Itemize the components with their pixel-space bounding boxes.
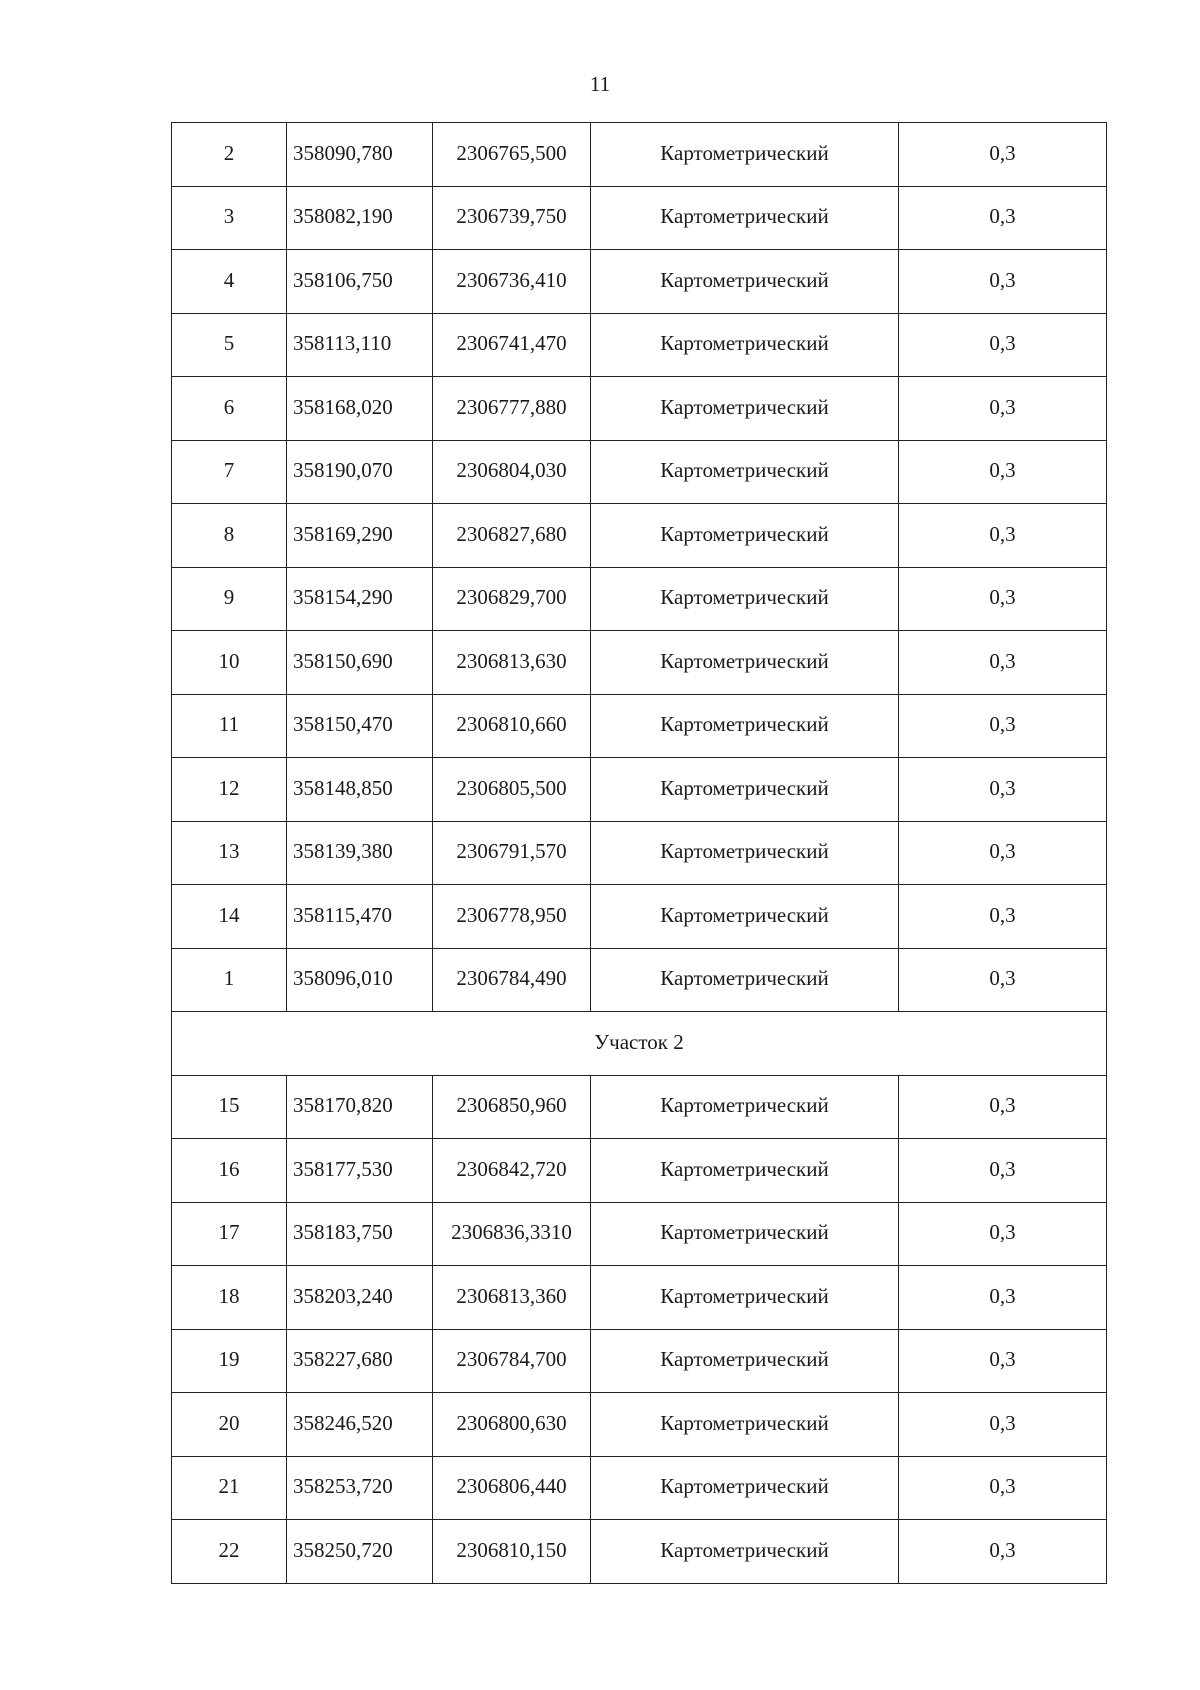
method-cell: Картометрический: [591, 567, 899, 631]
point-number-cell: 9: [172, 567, 287, 631]
coordinate-y-cell: 2306736,410: [433, 250, 591, 314]
point-number-cell: 14: [172, 885, 287, 949]
accuracy-cell: 0,3: [899, 1202, 1107, 1266]
coordinate-y-cell: 2306836,3310: [433, 1202, 591, 1266]
method-cell: Картометрический: [591, 313, 899, 377]
accuracy-cell: 0,3: [899, 313, 1107, 377]
table-row: [172, 1075, 1107, 1139]
method-cell: Картометрический: [591, 440, 899, 504]
accuracy-cell: 0,3: [899, 821, 1107, 885]
coordinate-x-cell: 358148,850: [287, 758, 433, 822]
coordinate-y-cell: 2306829,700: [433, 567, 591, 631]
accuracy-cell: 0,3: [899, 377, 1107, 441]
point-number-cell: 19: [172, 1329, 287, 1393]
coordinate-y-cell: 2306806,440: [433, 1456, 591, 1520]
coordinate-y-cell: 2306784,700: [433, 1329, 591, 1393]
coordinate-x-cell: 358096,010: [287, 948, 433, 1012]
table-row: [172, 631, 1107, 695]
method-cell: Картометрический: [591, 123, 899, 187]
coordinate-x-cell: 358150,470: [287, 694, 433, 758]
table-row: [172, 821, 1107, 885]
coordinate-y-cell: 2306827,680: [433, 504, 591, 568]
table-row: [172, 186, 1107, 250]
table-row: [172, 1139, 1107, 1203]
point-number-cell: 3: [172, 186, 287, 250]
point-number-cell: 1: [172, 948, 287, 1012]
table-row: [172, 694, 1107, 758]
point-number-cell: 21: [172, 1456, 287, 1520]
method-cell: Картометрический: [591, 694, 899, 758]
table-row: [172, 1202, 1107, 1266]
coordinate-x-cell: 358090,780: [287, 123, 433, 187]
coordinate-x-cell: 358190,070: [287, 440, 433, 504]
point-number-cell: 20: [172, 1393, 287, 1457]
accuracy-cell: 0,3: [899, 1075, 1107, 1139]
coordinate-x-cell: 358169,290: [287, 504, 433, 568]
table-row: [172, 567, 1107, 631]
coordinate-x-cell: 358177,530: [287, 1139, 433, 1203]
table-row: [172, 123, 1107, 187]
section-row: [172, 1012, 1107, 1076]
method-cell: Картометрический: [591, 1075, 899, 1139]
method-cell: Картометрический: [591, 821, 899, 885]
coordinate-y-cell: 2306739,750: [433, 186, 591, 250]
method-cell: Картометрический: [591, 1139, 899, 1203]
accuracy-cell: 0,3: [899, 948, 1107, 1012]
method-cell: Картометрический: [591, 1520, 899, 1584]
page-number: 11: [589, 72, 611, 96]
table-row: [172, 1393, 1107, 1457]
coordinate-x-cell: 358246,520: [287, 1393, 433, 1457]
table-row: [172, 885, 1107, 949]
method-cell: Картометрический: [591, 250, 899, 314]
point-number-cell: 4: [172, 250, 287, 314]
accuracy-cell: 0,3: [899, 1266, 1107, 1330]
table-row: [172, 1456, 1107, 1520]
coordinate-x-cell: 358168,020: [287, 377, 433, 441]
accuracy-cell: 0,3: [899, 1139, 1107, 1203]
coordinate-y-cell: 2306810,150: [433, 1520, 591, 1584]
accuracy-cell: 0,3: [899, 694, 1107, 758]
point-number-cell: 12: [172, 758, 287, 822]
coordinate-x-cell: 358115,470: [287, 885, 433, 949]
point-number-cell: 22: [172, 1520, 287, 1584]
method-cell: Картометрический: [591, 186, 899, 250]
coordinate-y-cell: 2306765,500: [433, 123, 591, 187]
coordinate-x-cell: 358139,380: [287, 821, 433, 885]
coordinate-x-cell: 358113,110: [287, 313, 433, 377]
coordinate-y-cell: 2306813,630: [433, 631, 591, 695]
point-number-cell: 7: [172, 440, 287, 504]
table-row: [172, 440, 1107, 504]
accuracy-cell: 0,3: [899, 440, 1107, 504]
point-number-cell: 8: [172, 504, 287, 568]
accuracy-cell: 0,3: [899, 1456, 1107, 1520]
coordinate-x-cell: 358250,720: [287, 1520, 433, 1584]
coordinate-y-cell: 2306850,960: [433, 1075, 591, 1139]
coordinate-y-cell: 2306842,720: [433, 1139, 591, 1203]
table-row: [172, 313, 1107, 377]
accuracy-cell: 0,3: [899, 1520, 1107, 1584]
method-cell: Картометрический: [591, 758, 899, 822]
point-number-cell: 16: [172, 1139, 287, 1203]
accuracy-cell: 0,3: [899, 1329, 1107, 1393]
table-row: [172, 1266, 1107, 1330]
method-cell: Картометрический: [591, 1329, 899, 1393]
method-cell: Картометрический: [591, 631, 899, 695]
method-cell: Картометрический: [591, 504, 899, 568]
accuracy-cell: 0,3: [899, 123, 1107, 187]
point-number-cell: 2: [172, 123, 287, 187]
table-row: [172, 1329, 1107, 1393]
method-cell: Картометрический: [591, 1202, 899, 1266]
method-cell: Картометрический: [591, 1266, 899, 1330]
accuracy-cell: 0,3: [899, 758, 1107, 822]
coordinate-y-cell: 2306784,490: [433, 948, 591, 1012]
coordinate-y-cell: 2306805,500: [433, 758, 591, 822]
point-number-cell: 6: [172, 377, 287, 441]
table-row: [172, 250, 1107, 314]
accuracy-cell: 0,3: [899, 186, 1107, 250]
point-number-cell: 17: [172, 1202, 287, 1266]
coordinate-x-cell: 358203,240: [287, 1266, 433, 1330]
section-label: Участок 2: [172, 1012, 1107, 1076]
coordinate-x-cell: 358183,750: [287, 1202, 433, 1266]
point-number-cell: 18: [172, 1266, 287, 1330]
method-cell: Картометрический: [591, 948, 899, 1012]
accuracy-cell: 0,3: [899, 885, 1107, 949]
method-cell: Картометрический: [591, 1456, 899, 1520]
coordinate-y-cell: 2306741,470: [433, 313, 591, 377]
point-number-cell: 5: [172, 313, 287, 377]
method-cell: Картометрический: [591, 377, 899, 441]
coordinate-x-cell: 358106,750: [287, 250, 433, 314]
coordinate-y-cell: 2306778,950: [433, 885, 591, 949]
coordinate-y-cell: 2306810,660: [433, 694, 591, 758]
accuracy-cell: 0,3: [899, 1393, 1107, 1457]
point-number-cell: 11: [172, 694, 287, 758]
coordinate-y-cell: 2306777,880: [433, 377, 591, 441]
table-row: [172, 504, 1107, 568]
table-row: [172, 948, 1107, 1012]
coordinate-x-cell: 358253,720: [287, 1456, 433, 1520]
coordinate-y-cell: 2306804,030: [433, 440, 591, 504]
point-number-cell: 13: [172, 821, 287, 885]
coordinate-y-cell: 2306813,360: [433, 1266, 591, 1330]
coordinate-x-cell: 358170,820: [287, 1075, 433, 1139]
coordinates-table-body: [172, 123, 1107, 1584]
coordinates-table: [171, 122, 1107, 1584]
coordinate-y-cell: 2306800,630: [433, 1393, 591, 1457]
coordinate-x-cell: 358227,680: [287, 1329, 433, 1393]
table-row: [172, 758, 1107, 822]
accuracy-cell: 0,3: [899, 250, 1107, 314]
coordinate-x-cell: 358154,290: [287, 567, 433, 631]
table-row: [172, 377, 1107, 441]
method-cell: Картометрический: [591, 885, 899, 949]
method-cell: Картометрический: [591, 1393, 899, 1457]
point-number-cell: 10: [172, 631, 287, 695]
coordinate-x-cell: 358082,190: [287, 186, 433, 250]
accuracy-cell: 0,3: [899, 567, 1107, 631]
table-row: [172, 1520, 1107, 1584]
coordinate-x-cell: 358150,690: [287, 631, 433, 695]
point-number-cell: 15: [172, 1075, 287, 1139]
accuracy-cell: 0,3: [899, 504, 1107, 568]
accuracy-cell: 0,3: [899, 631, 1107, 695]
coordinate-y-cell: 2306791,570: [433, 821, 591, 885]
